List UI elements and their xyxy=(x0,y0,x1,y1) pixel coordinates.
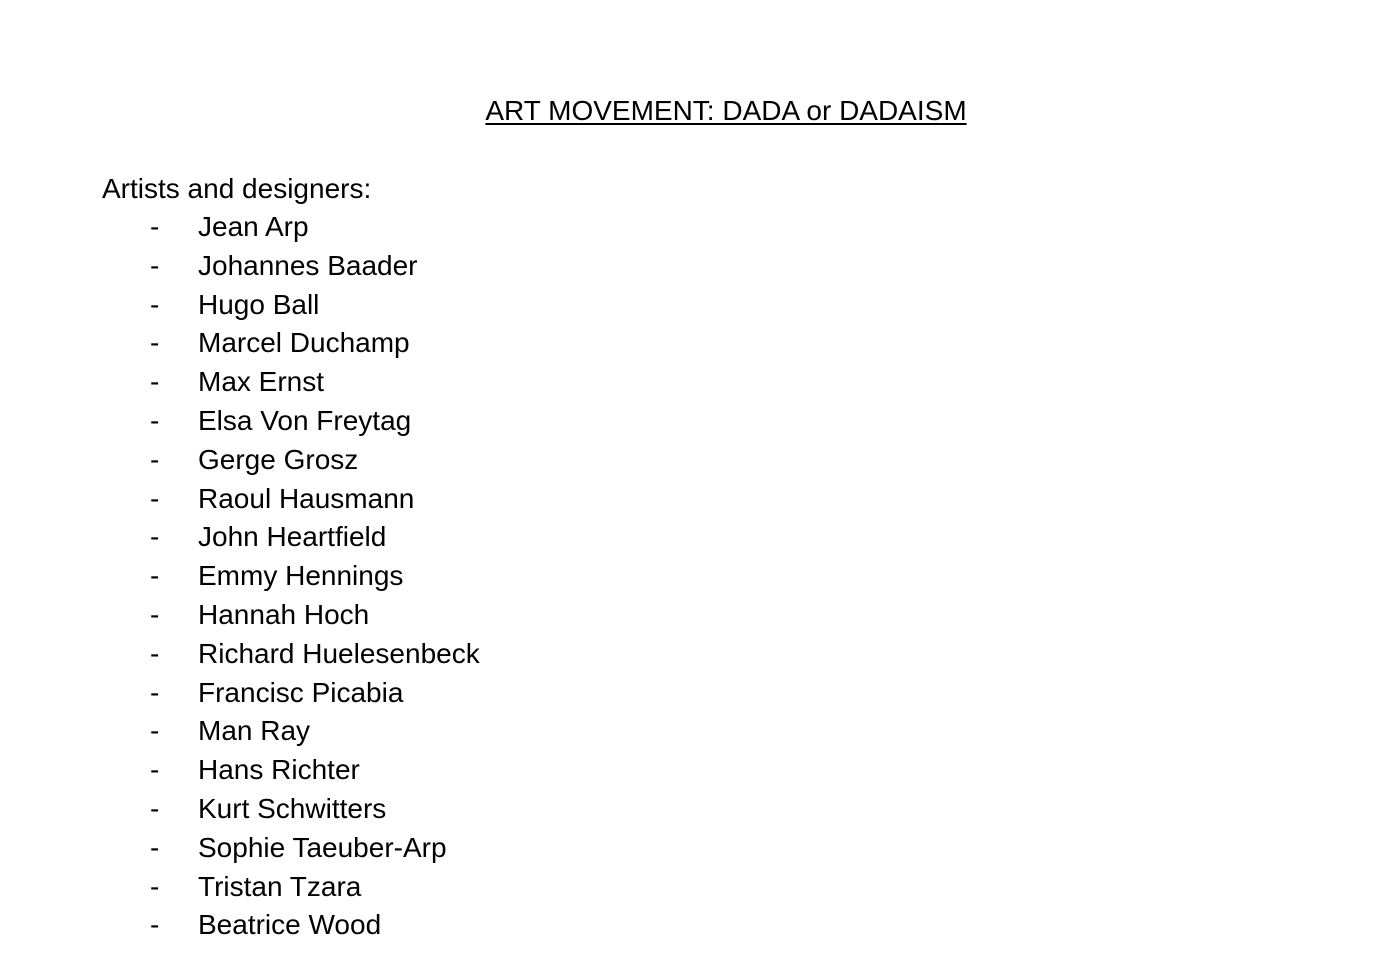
list-bullet: - xyxy=(150,831,160,863)
list-bullet: - xyxy=(150,404,160,436)
list-bullet: - xyxy=(150,792,160,824)
artist-name: Max Ernst xyxy=(198,366,325,398)
artist-name: Gerge Grosz xyxy=(198,443,359,475)
list-bullet: - xyxy=(150,521,160,553)
document-title: ART MOVEMENT: DADA or DADAISM xyxy=(485,95,967,126)
artist-name: Jean Arp xyxy=(198,211,309,242)
list-bullet: - xyxy=(150,443,160,475)
list-bullet: - xyxy=(150,482,160,514)
list-bullet: - xyxy=(150,637,160,669)
list-bullet: - xyxy=(150,288,160,320)
list-bullet: - xyxy=(150,909,160,941)
list-bullet: - xyxy=(150,560,160,592)
artist-name: Kurt Schwitters xyxy=(198,792,387,824)
artist-name: Raoul Hausmann xyxy=(198,482,415,514)
list-bullet: - xyxy=(150,598,160,630)
artist-name: Francisc Picabia xyxy=(198,676,404,708)
list-bullet: - xyxy=(150,327,160,359)
list-bullet: - xyxy=(150,870,160,902)
list-bullet: - xyxy=(150,676,160,708)
artist-name: Elsa Von Freytag xyxy=(198,404,412,436)
list-bullet: - xyxy=(150,249,160,281)
list-bullet: - xyxy=(150,366,160,398)
artist-name: Man Ray xyxy=(198,715,311,747)
artist-name: Beatrice Wood xyxy=(198,909,382,941)
list-bullet: - xyxy=(150,211,160,242)
artist-name: Tristan Tzara xyxy=(198,870,362,902)
section-label: Artists and designers: xyxy=(102,173,372,204)
artist-name: Hugo Ball xyxy=(198,288,320,320)
artist-name: Marcel Duchamp xyxy=(198,327,410,359)
artist-name: Johannes Baader xyxy=(198,249,418,281)
artist-name: Hans Richter xyxy=(198,754,360,786)
artist-name: Sophie Taeuber-Arp xyxy=(198,831,447,863)
artist-name: Richard Huelesenbeck xyxy=(198,637,480,669)
artist-name: Emmy Hennings xyxy=(198,560,404,592)
artist-name: Hannah Hoch xyxy=(198,598,370,630)
artist-name: John Heartfield xyxy=(198,521,387,553)
list-bullet: - xyxy=(150,715,160,747)
list-bullet: - xyxy=(150,754,160,786)
